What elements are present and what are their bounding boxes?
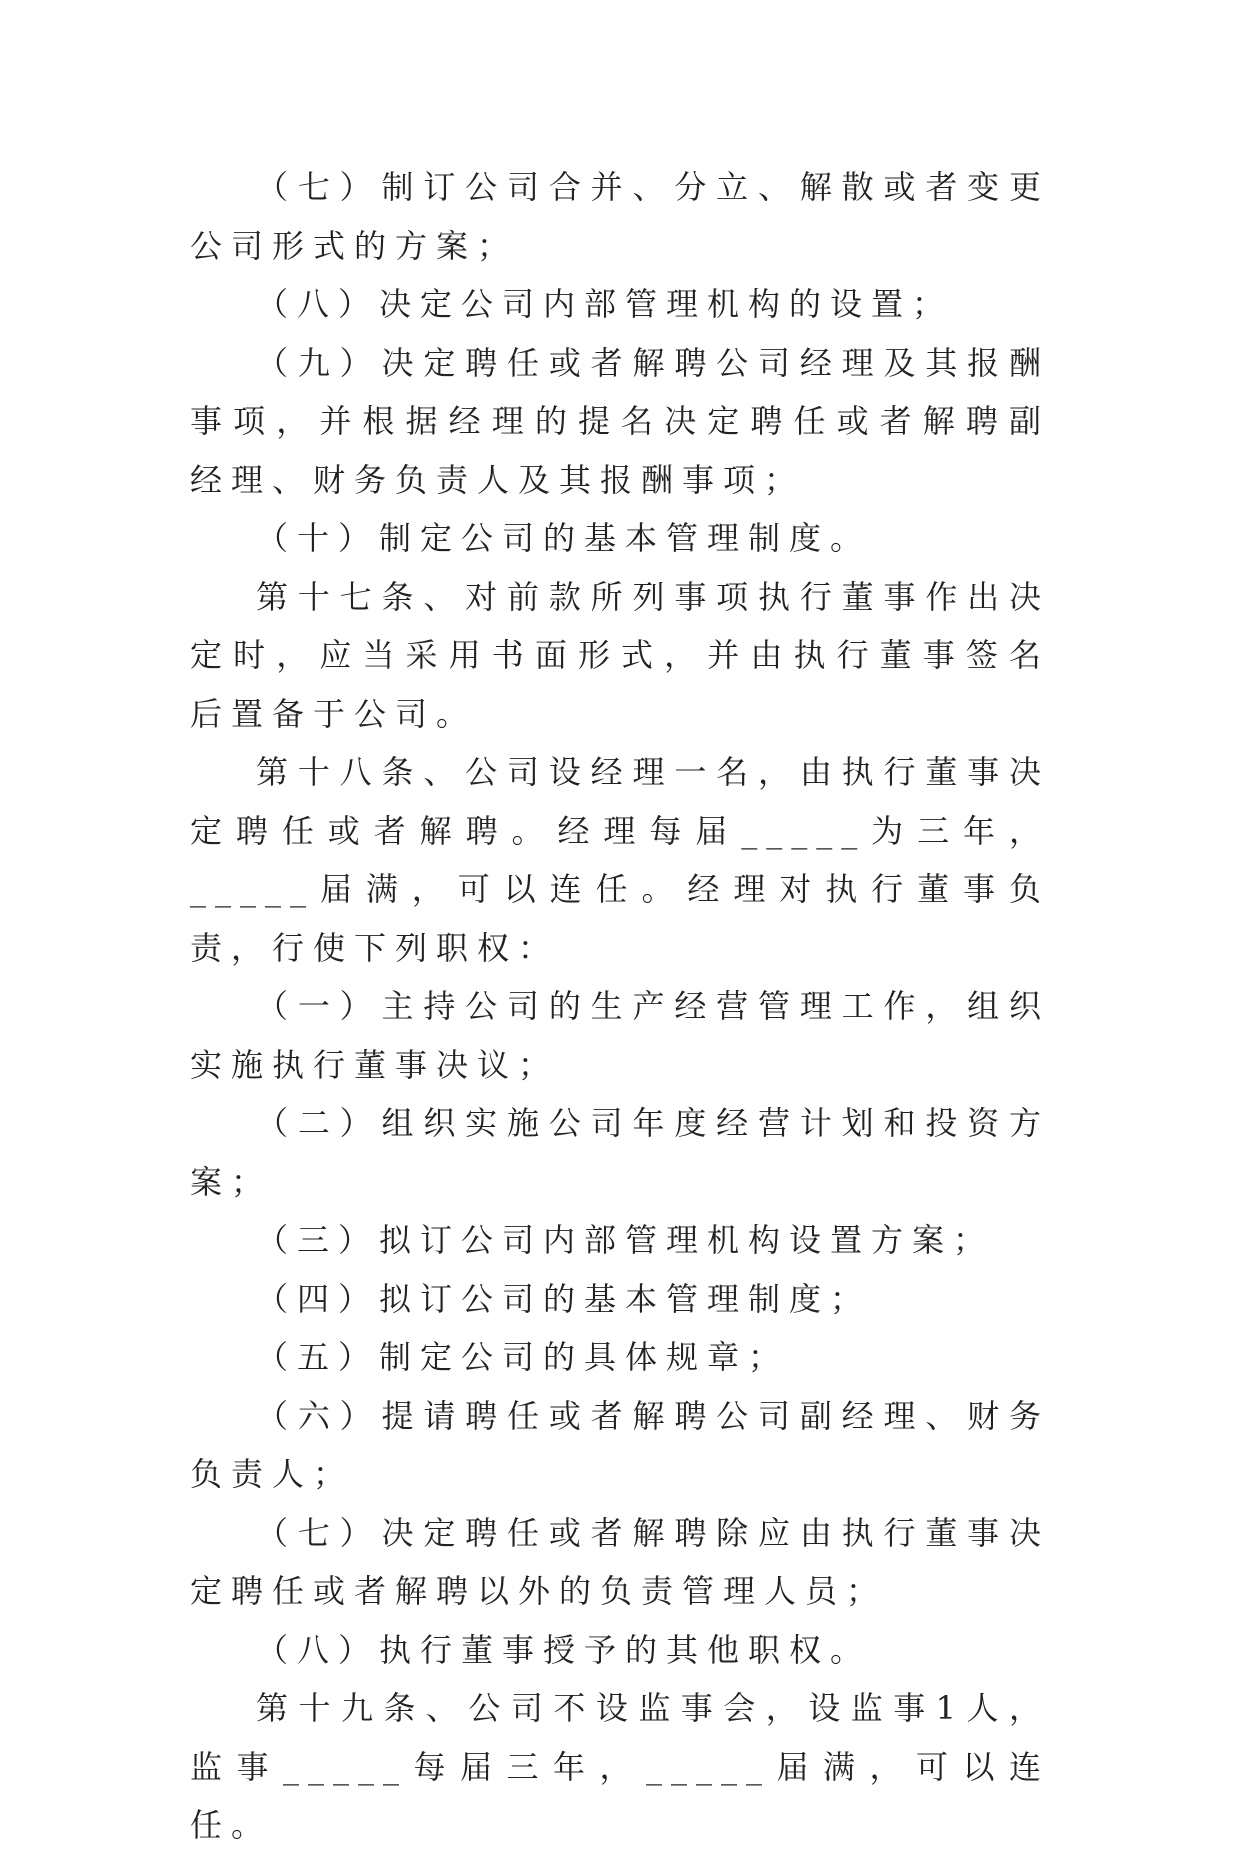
duty-5: （五）制定公司的具体规章； — [256, 1338, 790, 1376]
clause-7-merger: （七）制订公司合并、分立、解散或者变更公司形式的方案； — [190, 168, 1050, 265]
clause-9-manager-appointment: （九）决定聘任或者解聘公司经理及其报酬事项，并根据经理的提名决定聘任或者解聘副经理、财务负责人及其报酬事项； — [190, 343, 1050, 499]
article-19: 第十九条、公司不设监事会，设监事1人，监事_____每届三年，_____届满，可以连任。 — [190, 1689, 1050, 1844]
duty-6: （六）提请聘任或者解聘公司副经理、财务负责人； — [190, 1396, 1050, 1493]
clause-10-management-system: （十）制定公司的基本管理制度。 — [256, 519, 872, 557]
duty-8: （八）执行董事授予的其他职权。 — [256, 1630, 872, 1669]
duty-7: （七）决定聘任或者解聘除应由执行董事决定聘任或者解聘以外的负责管理人员； — [190, 1513, 1050, 1610]
duty-4: （四）拟订公司的基本管理制度； — [256, 1279, 872, 1318]
clause-8-internal-structure: （八）决定公司内部管理机构的设置； — [256, 285, 954, 323]
duty-3: （三）拟订公司内部管理机构设置方案； — [256, 1221, 995, 1259]
article-18: 第十八条、公司设经理一名，由执行董事决定聘任或者解聘。经理每届_____为三年，_____届满，可以连任。经理对执行董事负责，行使下列职权： — [190, 753, 1050, 967]
document-body — [190, 158, 1050, 1855]
duty-2: （二）组织实施公司年度经营计划和投资方案； — [190, 1104, 1050, 1201]
article-17: 第十七条、对前款所列事项执行董事作出决定时，应当采用书面形式，并由执行董事签名后置备于公司。 — [190, 577, 1050, 733]
duty-1: （一）主持公司的生产经营管理工作，组织实施执行董事决议； — [190, 987, 1050, 1084]
